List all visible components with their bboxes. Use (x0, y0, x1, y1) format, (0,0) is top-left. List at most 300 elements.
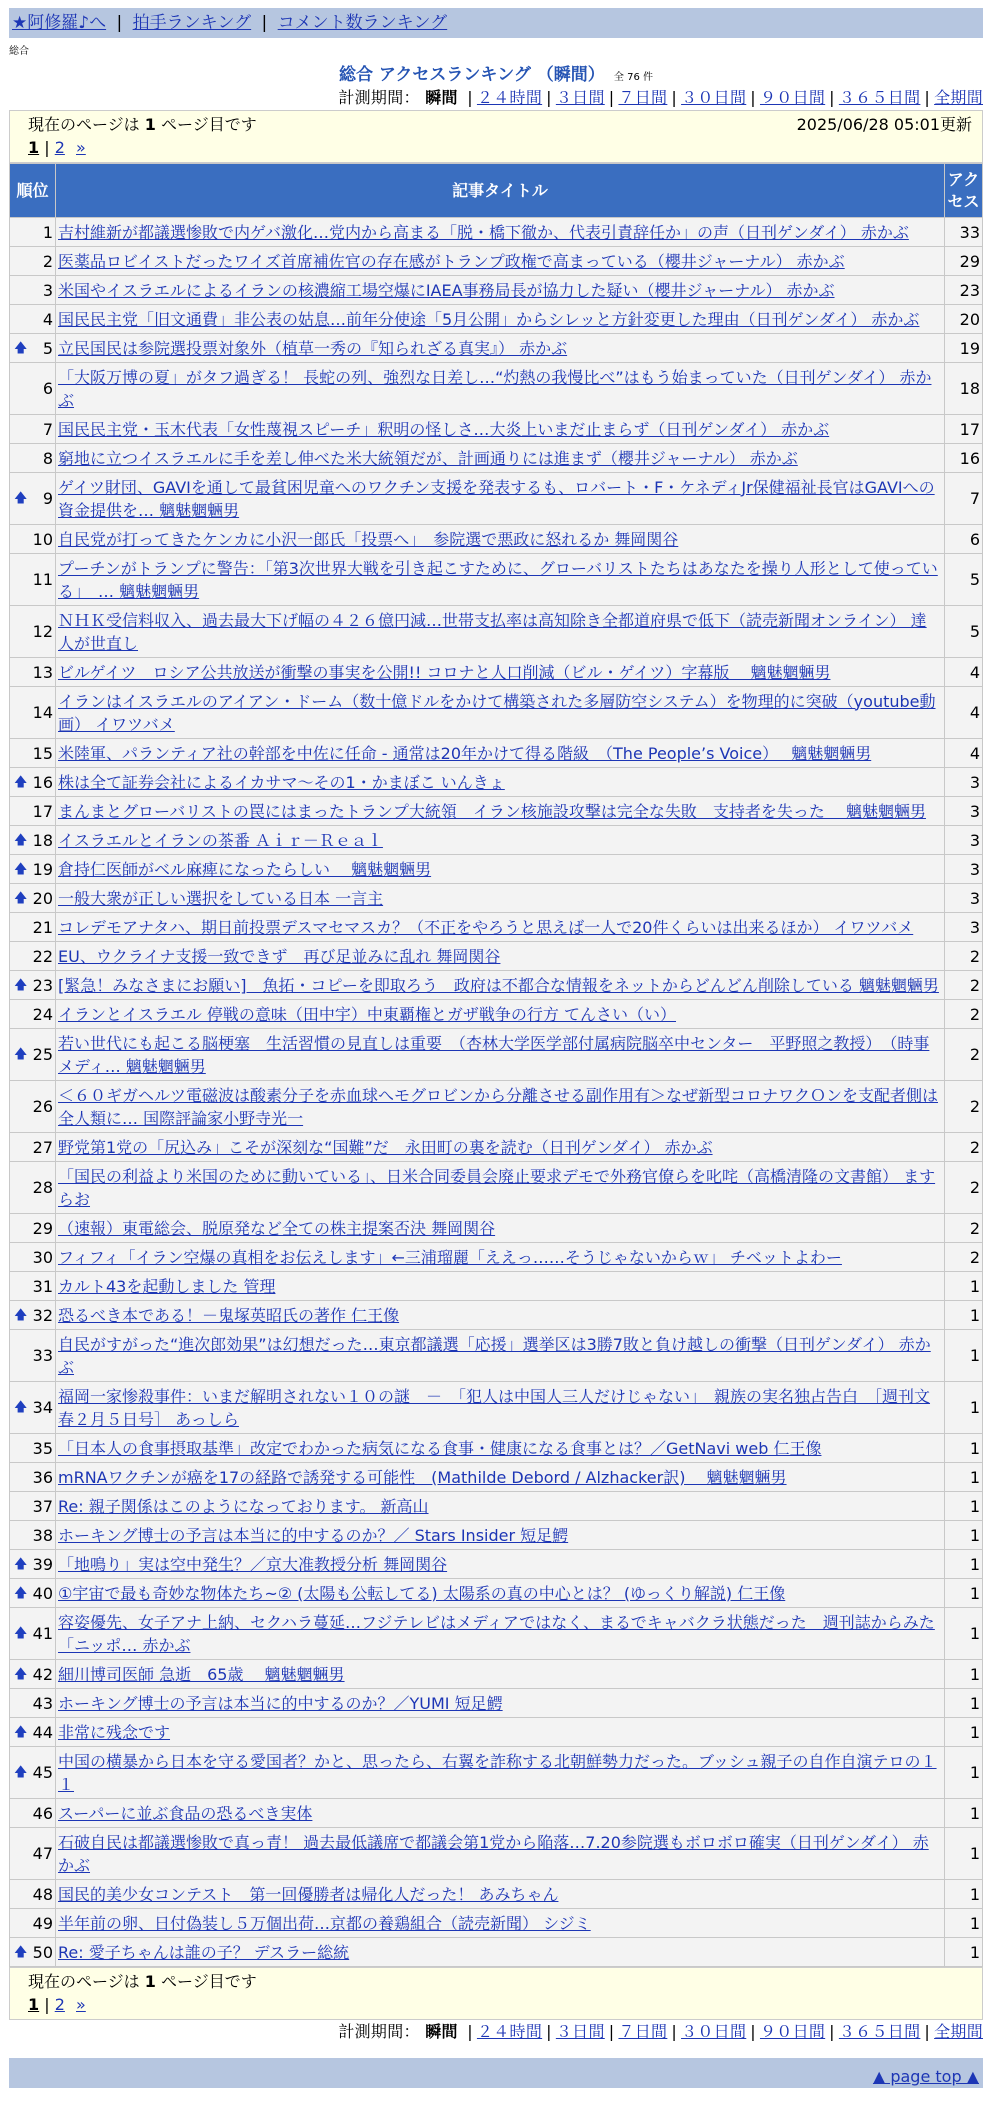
rank-number: 45 (32, 1763, 53, 1782)
access-count: 1 (945, 1521, 983, 1550)
rank-up-arrow-icon: 🡅 (14, 774, 28, 790)
access-count: 29 (945, 247, 983, 276)
access-count: 1 (945, 1382, 983, 1434)
rank-number: 35 (32, 1438, 53, 1458)
access-count: 6 (945, 525, 983, 554)
table-row (10, 554, 983, 606)
access-count: 18 (945, 363, 983, 415)
rank-number: 20 (32, 888, 53, 908)
table-row (10, 1909, 983, 1938)
access-count: 4 (945, 687, 983, 739)
rank-cell (10, 415, 56, 444)
rank-cell (10, 218, 56, 247)
title-cell (56, 658, 945, 687)
table-row (10, 415, 983, 444)
table-row (10, 1747, 983, 1799)
table-row (10, 218, 983, 247)
rank-number: 5 (42, 338, 53, 358)
nav-clap-ranking-link[interactable]: 拍手ランキング (132, 13, 252, 33)
rank-cell (10, 1880, 56, 1909)
title-cell (56, 1081, 945, 1133)
period-separator: | (546, 2022, 552, 2041)
period-link-6[interactable]: 全期間 (934, 2022, 983, 2041)
rank-cell (10, 276, 56, 305)
rank-cell (10, 658, 56, 687)
period-link-4[interactable]: ９０日間 (759, 2022, 826, 2041)
rank-number: 37 (32, 1496, 53, 1516)
current-page-text: 現在のページは 1 ページ目です (28, 1972, 257, 1991)
rank-number: 38 (32, 1525, 53, 1545)
period-selector-top (9, 86, 983, 110)
period-separator: | (829, 2022, 835, 2041)
article-link[interactable]: 倉持仁医師がベル麻痺になったらしい 魑魅魍魎男 (58, 859, 432, 879)
rank-cell (10, 1492, 56, 1521)
title-cell (56, 1909, 945, 1938)
article-link[interactable]: 自民がすがった“進次郎効果”は幻想だった…東京都議選「応援」選挙区は3勝7敗と負け越しの衝撃（日刊ゲンダイ） 赤かぶ (58, 1334, 931, 1377)
title-cell (56, 1660, 945, 1689)
nav-home-link[interactable]: ★阿修羅♪へ (12, 13, 107, 33)
table-row (10, 1301, 983, 1330)
title-cell (56, 415, 945, 444)
title-cell (56, 687, 945, 739)
rank-cell (10, 363, 56, 415)
title-cell (56, 606, 945, 658)
rank-number: 19 (32, 859, 53, 879)
rank-cell (10, 797, 56, 826)
rank-cell (10, 1214, 56, 1243)
rank-number: 46 (32, 1803, 53, 1823)
rank-cell (10, 884, 56, 913)
rank-number: 40 (32, 1583, 53, 1603)
page-2-link[interactable]: 2 (54, 138, 65, 157)
access-count: 1 (945, 1747, 983, 1799)
title-cell (56, 1689, 945, 1718)
period-selector-bottom (9, 2020, 983, 2044)
access-count: 1 (945, 1608, 983, 1660)
period-separator: | (750, 2022, 756, 2041)
article-link[interactable]: 若い世代にも起こる脳梗塞 生活習慣の見直しは重要 （杏林大学医学部付属病院脳卒中センター 平野照之教授） （時事メディ… 魑魅魍魎男 (58, 1033, 930, 1076)
rank-number: 30 (32, 1247, 53, 1267)
title-cell (56, 1492, 945, 1521)
title-cell (56, 473, 945, 525)
top-nav (9, 8, 983, 38)
table-row (10, 1579, 983, 1608)
title-cell (56, 1718, 945, 1747)
rank-number: 29 (32, 1218, 53, 1238)
pagination (28, 1993, 972, 2016)
article-link[interactable]: ①宇宙で最も奇妙な物体たち~② (太陽も公転してる) 太陽系の真の中心とは？ (ゆっくり解説) 仁王像 (58, 1583, 786, 1603)
access-count: 1 (945, 1272, 983, 1301)
table-row (10, 1382, 983, 1434)
article-link[interactable]: 国民民主党「旧文通費」非公表の姑息…前年分使途「5月公開」からシレッと方針変更した理由（日刊ゲンダイ） 赤かぶ (58, 309, 920, 329)
article-link[interactable]: 「地鳴り」実は空中発生？／京大准教授分析 舞岡関谷 (58, 1554, 448, 1574)
rank-number: 13 (32, 662, 53, 682)
article-link[interactable]: 福岡一家惨殺事件：いまだ解明されない１０の謎 － 「犯人は中国人三人だけじゃない」 親族の実名独占告白 ［週刊文春２月５日号］ あっしら (58, 1386, 931, 1429)
title-cell (56, 1828, 945, 1880)
title-cell (56, 1463, 945, 1492)
title-cell (56, 218, 945, 247)
table-row (10, 1799, 983, 1828)
article-link[interactable]: EU、ウクライナ支援一致できず 再び足並みに乱れ 舞岡関谷 (58, 946, 501, 966)
period-link-3[interactable]: ３０日間 (681, 88, 747, 107)
access-count: 1 (945, 1938, 983, 1967)
table-row (10, 687, 983, 739)
title-cell (56, 276, 945, 305)
table-row (10, 1243, 983, 1272)
period-separator: | (546, 88, 552, 107)
article-link[interactable]: 「大阪万博の夏」がタフ過ぎる！ 長蛇の列、強烈な日差し…“灼熱の我慢比べ”はもう始まっていた（日刊ゲンダイ） 赤かぶ (58, 367, 932, 410)
rank-number: 15 (32, 743, 53, 763)
article-link[interactable]: 窮地に立つイスラエルに手を差し伸べた米大統領だが、計画通りには進まず（櫻井ジャーナル） 赤かぶ (58, 448, 798, 468)
article-link[interactable]: Re: 愛子ちゃんは誰の子？ デスラー総統 (58, 1942, 350, 1962)
table-row (10, 1463, 983, 1492)
table-row (10, 1718, 983, 1747)
article-link[interactable]: 自民党が打ってきたケンカに小沢一郎氏「投票へ」 参院選で悪政に怒れるか 舞岡関谷 (58, 529, 679, 549)
access-count: 1 (945, 1718, 983, 1747)
title-cell (56, 1214, 945, 1243)
rank-cell (10, 971, 56, 1000)
rank-up-arrow-icon: 🡅 (14, 1556, 28, 1572)
article-link[interactable]: スーパーに並ぶ食品の恐るべき実体 (58, 1803, 313, 1823)
title-cell (56, 1162, 945, 1214)
rank-cell (10, 1579, 56, 1608)
title-cell (56, 1000, 945, 1029)
table-row (10, 1521, 983, 1550)
title-cell (56, 1272, 945, 1301)
table-row (10, 1550, 983, 1579)
period-link-2[interactable]: ７日間 (618, 88, 668, 107)
rank-number: 27 (32, 1137, 53, 1157)
access-count: 7 (945, 473, 983, 525)
article-link[interactable]: 国民民主党・玉木代表「女性蔑視スピーチ」釈明の怪しさ…大炎上いまだ止まらず（日刊ゲンダイ） 赤かぶ (58, 419, 830, 439)
pagination (28, 136, 972, 159)
rank-number: 34 (32, 1398, 53, 1417)
rank-number: 36 (32, 1467, 53, 1487)
category-label: 総合 (9, 46, 29, 57)
article-link[interactable]: 「国民の利益より米国のために動いている」、日米合同委員会廃止要求デモで外務官僚らを叱咤（高橋清隆の文書館） ますらお (58, 1166, 936, 1209)
title-cell (56, 444, 945, 473)
rank-cell (10, 1081, 56, 1133)
access-count: 1 (945, 1579, 983, 1608)
rank-number: 23 (32, 975, 53, 995)
title-cell (56, 855, 945, 884)
rank-cell (10, 1660, 56, 1689)
article-link[interactable]: 国民的美少女コンテスト 第一回優勝者は帰化人だった！ あみちゃん (58, 1884, 559, 1904)
access-count: 2 (945, 1133, 983, 1162)
article-link[interactable]: まんまとグローバリストの罠にはまったトランプ大統領 イラン核施設攻撃は完全な失敗 支持者を失った 魑魅魍魎男 (58, 801, 926, 821)
article-link[interactable]: 吉村維新が都議選惨敗で内ゲバ激化…党内から高まる「脱・橋下徹か、代表引責辞任か」の声（日刊ゲンダイ） 赤かぶ (58, 222, 909, 242)
article-link[interactable]: イランとイスラエル 停戦の意味（田中宇）中東覇権とガザ戦争の行方 てんさい（い） (58, 1004, 677, 1024)
title-cell (56, 1550, 945, 1579)
rank-number: 47 (32, 1844, 53, 1863)
rank-cell (10, 444, 56, 473)
next-page-link[interactable]: » (76, 1995, 86, 2014)
title-cell (56, 913, 945, 942)
access-count: 2 (945, 1162, 983, 1214)
article-link[interactable]: カルト43を起動しました 管理 (58, 1276, 276, 1296)
article-link[interactable]: 容姿優先、女子アナ上納、セクハラ蔓延…フジテレビはメディアではなく、まるでキャバクラ状態だった 週刊誌からみた「ニッポ… 赤かぶ (58, 1612, 935, 1655)
rank-cell (10, 247, 56, 276)
table-row (10, 1880, 983, 1909)
rank-up-arrow-icon: 🡅 (14, 861, 28, 877)
rank-number: 16 (32, 772, 53, 792)
rank-cell (10, 1463, 56, 1492)
rank-up-arrow-icon: 🡅 (14, 832, 28, 848)
article-link[interactable]: 米国やイスラエルによるイランの核濃縮工場空爆にIAEA事務局長が協力した疑い（櫻井ジャーナル） 赤かぶ (58, 280, 835, 300)
article-link[interactable]: ＜６０ギガヘルツ電磁波は酸素分子を赤血球へモグロビンから分離させる副作用有＞なぜ新型コロナワクＯンを支配者側は全人類に… 国際評論家小野寺光一 (58, 1085, 939, 1128)
article-link[interactable]: ホーキング博士の予言は本当に的中するのか？／ Stars Insider 短足鰐 (58, 1525, 569, 1545)
rank-up-arrow-icon: 🡅 (14, 491, 28, 506)
rank-number: 11 (32, 570, 53, 589)
access-count: 2 (945, 1000, 983, 1029)
rank-number: 9 (42, 489, 53, 508)
item-count: 全 76 件 (613, 72, 653, 83)
col-access-header: アクセス (945, 164, 983, 218)
page-top-link[interactable]: ▲ page top ▲ (872, 2067, 979, 2086)
article-link[interactable]: 「日本人の食事摂取基準」改定でわかった病気になる食事・健康になる食事とは？／GetNavi web 仁王像 (58, 1438, 822, 1458)
period-separator: | (750, 88, 756, 107)
ranking-title-row (9, 64, 983, 86)
period-separator: | (467, 2022, 473, 2041)
rank-number: 7 (42, 419, 53, 439)
rank-cell (10, 1718, 56, 1747)
title-cell (56, 1029, 945, 1081)
table-row (10, 1214, 983, 1243)
rank-cell (10, 554, 56, 606)
title-cell (56, 1747, 945, 1799)
rank-cell (10, 1301, 56, 1330)
period-link-2[interactable]: ７日間 (618, 2022, 668, 2041)
table-row (10, 1133, 983, 1162)
table-row (10, 276, 983, 305)
access-count: 2 (945, 1214, 983, 1243)
period-separator: | (829, 88, 835, 107)
access-count: 3 (945, 797, 983, 826)
table-row (10, 1660, 983, 1689)
period-label: 計測期間： (338, 88, 420, 107)
period-link-0[interactable]: ２４時間 (476, 2022, 543, 2041)
article-link[interactable]: Re: 親子関係はこのようになっております。 新高山 (58, 1496, 429, 1516)
period-separator: | (608, 88, 615, 107)
updated-timestamp: 2025/06/28 05:01更新 (796, 115, 972, 134)
access-count: 1 (945, 1828, 983, 1880)
article-link[interactable]: 野党第1党の「尻込み」こそが深刻な“国難”だ 永田町の裏を読む（日刊ゲンダイ） 赤かぶ (58, 1137, 713, 1157)
period-link-5[interactable]: ３６５日間 (838, 2022, 921, 2041)
period-separator: | (671, 88, 678, 107)
period-separator: | (671, 2022, 678, 2041)
article-link[interactable]: [緊急！みなさまにお願い] 魚拓・コピーを即取ろう 政府は不都合な情報をネットからどんどん削除している 魑魅魍魎男 (58, 975, 939, 995)
access-count: 1 (945, 1880, 983, 1909)
article-link[interactable]: mRNAワクチンが癌を17の経路で誘発する可能性 (Mathilde Debord / Alzhacker訳) 魑魅魍魎男 (58, 1467, 787, 1487)
period-link-6[interactable]: 全期間 (934, 88, 983, 107)
page-separator: | (44, 1995, 50, 2014)
period-link-1[interactable]: ３日間 (555, 2022, 605, 2041)
period-separator: | (924, 88, 931, 107)
access-count: 2 (945, 1243, 983, 1272)
page-2-link[interactable]: 2 (54, 1995, 65, 2014)
access-count: 2 (945, 1081, 983, 1133)
title-cell (56, 1608, 945, 1660)
rank-up-arrow-icon: 🡅 (14, 1585, 28, 1601)
rank-cell (10, 739, 56, 768)
period-link-3[interactable]: ３０日間 (681, 2022, 747, 2041)
period-link-0[interactable]: ２４時間 (476, 88, 543, 107)
nav-comment-ranking-link[interactable]: コメント数ランキング (277, 13, 448, 33)
table-row (10, 739, 983, 768)
rank-cell (10, 1938, 56, 1967)
table-row (10, 473, 983, 525)
article-link[interactable]: ゲイツ財団、GAVIを通して最貧困児童へのワクチン支援を発表するも、ロバート・F・ケネディJr保健福祉長官はGAVIへの資金提供を… 魑魅魍魎男 (58, 477, 935, 520)
title-cell (56, 554, 945, 606)
article-link[interactable]: 非常に残念です (58, 1722, 171, 1742)
rank-cell (10, 334, 56, 363)
period-link-4[interactable]: ９０日間 (759, 88, 826, 107)
period-links (463, 2022, 983, 2041)
table-row (10, 1000, 983, 1029)
rank-number: 21 (32, 917, 53, 937)
article-link[interactable]: イスラエルとイランの茶番 Ａｉｒ－Ｒｅａｌ (58, 830, 383, 850)
access-count: 3 (945, 768, 983, 797)
rank-up-arrow-icon: 🡅 (14, 890, 28, 906)
article-link[interactable]: 立民国民は参院選投票対象外（植草一秀の『知られざる真実』） 赤かぶ (58, 338, 568, 358)
rank-cell (10, 1330, 56, 1382)
article-link[interactable]: 恐るべき本である！－鬼塚英昭氏の著作 仁王像 (58, 1305, 400, 1325)
article-link[interactable]: ホーキング博士の予言は本当に的中するのか？／YUMI 短足鰐 (58, 1693, 503, 1713)
period-link-5[interactable]: ３６５日間 (838, 88, 921, 107)
rank-number: 44 (32, 1722, 53, 1742)
rank-up-arrow-icon: 🡅 (14, 977, 28, 993)
table-row (10, 1938, 983, 1967)
current-page-text: 現在のページは 1 ページ目です (28, 115, 257, 134)
rank-cell (10, 1133, 56, 1162)
title-cell (56, 1330, 945, 1382)
access-count: 5 (945, 606, 983, 658)
article-link[interactable]: ビルゲイツ ロシア公共放送が衝撃の事実を公開!! コロナと人口削減（ビル・ゲイツ）字幕版 魑魅魍魎男 (58, 662, 831, 682)
table-row (10, 525, 983, 554)
title-cell (56, 1880, 945, 1909)
title-cell (56, 1938, 945, 1967)
article-link[interactable]: プーチンがトランプに警告：「第3次世界大戦を引き起こすために、グローバリストたちはあなたを操り人形として使っている」 … 魑魅魍魎男 (58, 558, 938, 601)
title-cell (56, 942, 945, 971)
table-row (10, 1828, 983, 1880)
rank-cell (10, 473, 56, 525)
article-link[interactable]: コレデモアナタハ、期日前投票デスマセマスカ？（不正をやろうと思えば一人で20件くらいは出来るほか） イワツバメ (58, 917, 914, 937)
rank-number: 32 (32, 1305, 53, 1325)
rank-number: 3 (42, 280, 53, 300)
title-cell (56, 1799, 945, 1828)
period-separator: | (924, 2022, 931, 2041)
rank-up-arrow-icon: 🡅 (14, 1047, 28, 1062)
rank-up-arrow-icon: 🡅 (14, 1400, 28, 1415)
next-page-link[interactable]: » (76, 138, 86, 157)
page-1-current: 1 (28, 1995, 40, 2014)
col-rank-header: 順位 (10, 164, 56, 218)
rank-up-arrow-icon: 🡅 (14, 1765, 28, 1780)
rank-up-arrow-icon: 🡅 (14, 340, 28, 356)
rank-number: 4 (42, 309, 53, 329)
table-row (10, 606, 983, 658)
table-row (10, 1272, 983, 1301)
rank-number: 1 (42, 222, 53, 242)
page-1-current: 1 (28, 138, 40, 157)
rank-number: 41 (32, 1624, 53, 1643)
table-row (10, 855, 983, 884)
rank-cell (10, 1029, 56, 1081)
access-count: 1 (945, 1301, 983, 1330)
title-cell (56, 826, 945, 855)
rank-cell (10, 1608, 56, 1660)
article-link[interactable]: 医薬品ロビイストだったワイズ首席補佐官の存在感がトランプ政権で高まっている（櫻井ジャーナル） 赤かぶ (58, 251, 845, 271)
table-row (10, 1162, 983, 1214)
rank-number: 49 (32, 1913, 53, 1933)
access-count: 5 (945, 554, 983, 606)
title-cell (56, 1434, 945, 1463)
rank-number: 17 (32, 801, 53, 821)
article-link[interactable]: 米陸軍、パランティア社の幹部を中佐に任命 - 通常は20年かけて得る階級 （The People’s Voice） 魑魅魍魎男 (58, 743, 872, 763)
rank-cell (10, 942, 56, 971)
nav-separator: | (116, 13, 123, 33)
table-row (10, 1689, 983, 1718)
ranking-title: 総合 アクセスランキング （瞬間） (338, 65, 605, 85)
col-title-header: 記事タイトル (56, 164, 945, 218)
rank-cell (10, 606, 56, 658)
access-count: 2 (945, 1029, 983, 1081)
table-row (10, 1081, 983, 1133)
table-row (10, 913, 983, 942)
rank-number: 22 (32, 946, 53, 966)
rank-up-arrow-icon: 🡅 (14, 1944, 28, 1960)
title-cell (56, 1521, 945, 1550)
rank-number: 42 (32, 1664, 53, 1684)
period-current: 瞬間 (425, 88, 458, 107)
access-count: 2 (945, 971, 983, 1000)
rank-cell (10, 768, 56, 797)
ranking-table-body (10, 218, 983, 1967)
period-separator: | (467, 88, 473, 107)
article-link[interactable]: （速報）東電総会、脱原発など全ての株主提案否決 舞岡関谷 (58, 1218, 496, 1238)
paging-box-top (9, 110, 983, 163)
rank-cell (10, 1382, 56, 1434)
article-link[interactable]: フィフィ「イラン空爆の真相をお伝えします」←三浦瑠麗「ええっ……そうじゃないからｗ」 チベットよわー (58, 1247, 842, 1267)
period-separator: | (608, 2022, 615, 2041)
article-link[interactable]: 半年前の卵、日付偽装し５万個出荷…京都の養鶏組合（読売新聞） シジミ (58, 1913, 591, 1933)
access-count: 3 (945, 884, 983, 913)
article-link[interactable]: 細川博司医師 急逝 65歳 魑魅魍魎男 (58, 1664, 345, 1684)
article-link[interactable]: 中国の横暴から日本を守る愛国者？かと、思ったら、右翼を詐称する北朝鮮勢力だった。ブッシュ親子の自作自演テロの１１ (58, 1751, 937, 1794)
title-cell (56, 1243, 945, 1272)
article-link[interactable]: ＮＨＫ受信料収入、過去最大下げ幅の４２６億円減…世帯支払率は高知除き全都道府県で低下（読売新聞オンライン） 達人が世直し (58, 610, 927, 653)
article-link[interactable]: イランはイスラエルのアイアン・ドーム（数十億ドルをかけて構築された多層防空システム）を物理的に突破（youtube動画） イワツバメ (58, 691, 936, 734)
nav-separator: | (261, 13, 268, 33)
rank-number: 2 (42, 251, 53, 271)
table-row (10, 363, 983, 415)
period-link-1[interactable]: ３日間 (555, 88, 605, 107)
access-count: 1 (945, 1660, 983, 1689)
rank-cell (10, 1909, 56, 1938)
table-row (10, 1608, 983, 1660)
article-link[interactable]: 株は全て証券会社によるイカサマ〜その1・かまぼこ いんきょ (58, 772, 505, 792)
article-link[interactable]: 一般大衆が正しい選択をしている日本 一言主 (58, 888, 384, 908)
title-cell (56, 884, 945, 913)
rank-cell (10, 826, 56, 855)
rank-number: 31 (32, 1276, 53, 1296)
rank-cell (10, 305, 56, 334)
table-row (10, 305, 983, 334)
period-current: 瞬間 (425, 2022, 458, 2041)
title-cell (56, 363, 945, 415)
title-cell (56, 1301, 945, 1330)
article-link[interactable]: 石破自民は都議選惨敗で真っ青！ 過去最低議席で都議会第1党から陥落…7.20参院選もボロボロ確実（日刊ゲンダイ） 赤かぶ (58, 1832, 929, 1875)
